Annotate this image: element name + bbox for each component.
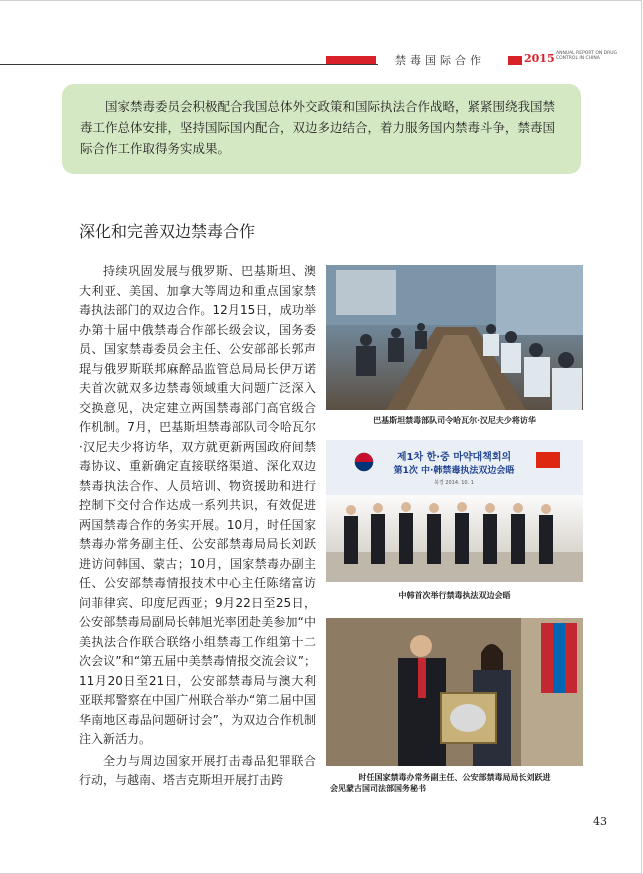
section-title: 深化和完善双边禁毒合作 [79, 222, 256, 241]
gift-photo-illustration [326, 618, 583, 766]
header-year: 2015 [524, 52, 555, 65]
intro-text: 国家禁毒委员会积极配合我国总体外交政策和国际执法合作战略，紧紧围绕我国禁毒工作总体安排，坚持国际国内配合，双边多边结合，着力服务国内禁毒斗争，禁毒国际合作工作取得务实成果。 [80, 99, 556, 156]
photo-caption: 巴基斯坦禁毒部队司令哈瓦尔·汉尼夫少将访华 [373, 415, 536, 425]
meeting-illustration [326, 265, 583, 410]
header-subtitle: ANNUAL REPORT ON DRUG CONTROL IN CHINA [556, 51, 618, 61]
photo-mongolia-meeting [326, 618, 583, 766]
body-column [79, 262, 316, 791]
header-rule [0, 64, 378, 65]
photo-caption: 中韩首次举行禁毒执法双边会晤 [398, 590, 511, 600]
photo-caption-line-1: 时任国家禁毒办常务副主任、公安部禁毒局局长刘跃进 [358, 772, 551, 782]
header-title: 禁毒国际合作 [395, 54, 485, 67]
banner-line-2: 第1次 中·韩禁毒执法双边会晤 [393, 466, 515, 476]
body-paragraph: 全力与周边国家开展打击毒品犯罪联合行动，与越南、塔吉克斯坦开展打击跨 [79, 753, 316, 787]
group-photo-illustration [326, 440, 583, 582]
intro-box [62, 84, 581, 174]
photo-china-korea-meeting [326, 440, 583, 582]
body-paragraph: 持续巩固发展与俄罗斯、巴基斯坦、澳大利亚、美国、加拿大等周边和重点国家禁毒执法部门的双边合作。12月15日，成功举办第十届中俄禁毒合作部长级会议，国务委员、国家禁毒委员会主任、公安部部长郭声琨与俄罗斯联邦麻醉品监管总局局长伊万诺夫首次就双多边禁毒领域重大问题广泛深入交换意见，决定建立两国禁毒部门高官级合作机制。7月，巴基斯坦禁毒部队司令哈瓦尔·汉尼夫少将访华，双方就更新两国政府间禁毒协议、重新确定直接联络渠道、深化双边禁毒执法合作、人员培训、物资援助和进行控制下交付合作达成一系列共识，有效促进两国禁毒合作的务实开展。10月，时任国家禁毒办常务副主任、公安部禁毒局局长刘跃进访问韩国、蒙古；10月，国家禁毒办副主任、公安部禁毒情报技术中心主任陈绪富访问菲律宾、印度尼西亚；9月22日至25日，公安部禁毒局副局长韩旭光率团赴美参加“中美执法合作联合联络小组禁毒工作组第十二次会议”和“第五届中美禁毒情报交流会议”；11月20日至21日，公安部禁毒局与澳大利亚联邦警察在中国广州联合举办“第二届中国华南地区毒品问题研讨会”，为双边合作机制注入新活力。 [79, 264, 316, 746]
banner-line-1: 제1차 한·중 마약대책회의 [396, 452, 512, 463]
header-red-bar-right [508, 56, 522, 65]
photo-caption-line-2: 会见蒙古国司法部国务秘书 [330, 783, 426, 793]
photo-caption [326, 772, 583, 794]
photo-pakistan-meeting [326, 265, 583, 410]
banner-line-3: 북경 2014. 10. 1 [434, 480, 474, 486]
page-number: 43 [593, 815, 607, 828]
